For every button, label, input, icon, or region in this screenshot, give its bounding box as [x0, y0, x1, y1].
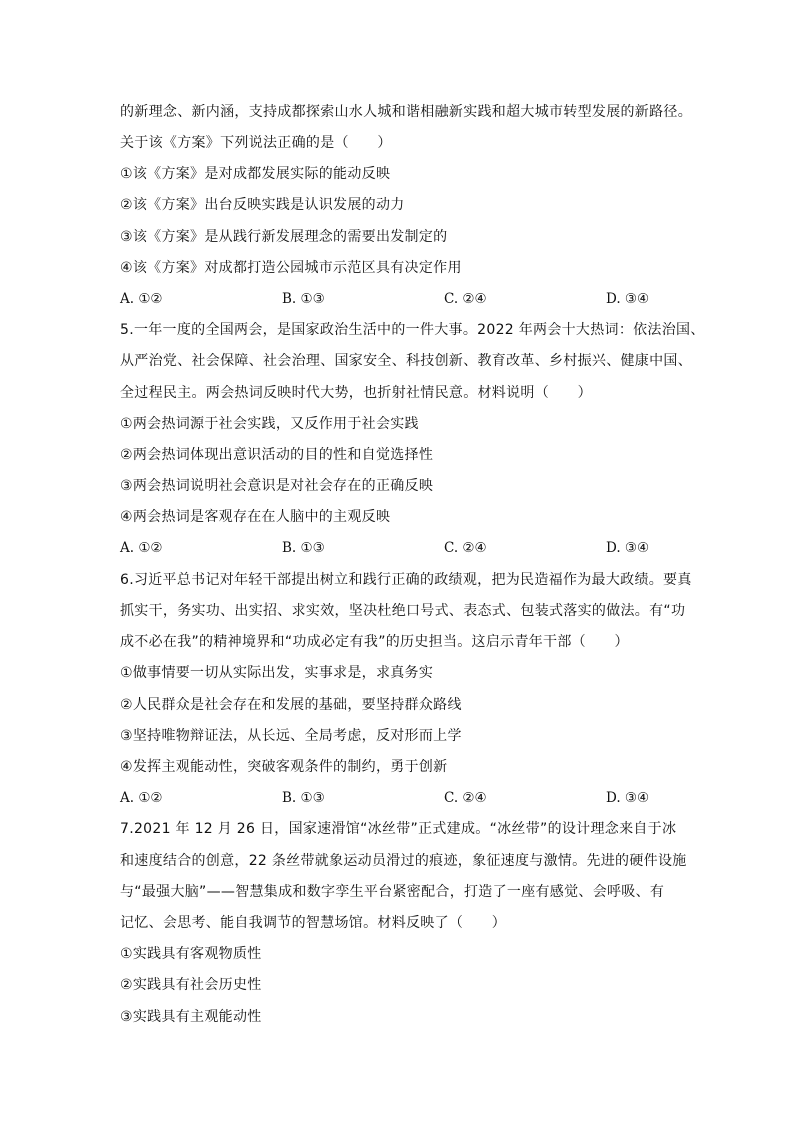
q4-option-b: B. ①③	[282, 291, 325, 307]
q5-option-a: A. ①②	[120, 540, 163, 556]
q4-statement-2: ②该《方案》出台反映实践是认识发展的动力	[120, 197, 405, 213]
q6-stem-line-2: 抓实干，务实功、出实招、求实效，坚决杜绝口号式、表态式、包装式落实的做法。有“功	[120, 603, 686, 619]
q7-statement-1: ①实践具有客观物质性	[120, 946, 262, 962]
q6-statement-3: ③坚持唯物辩证法，从长远、全局考虑，反对形而上学	[120, 728, 462, 744]
q6-stem-line-3: 成不必在我”的精神境界和“功成必定有我”的历史担当。这启示青年干部（ ）	[120, 634, 629, 650]
q6-statement-1: ①做事情要一切从实际出发，实事求是，求真务实	[120, 665, 434, 681]
q6-statement-4: ④发挥主观能动性，突破客观条件的制约，勇于创新	[120, 759, 448, 775]
q5-option-c: C. ②④	[444, 540, 487, 556]
q6-statement-2: ②人民群众是社会存在和发展的基础，要坚持群众路线	[120, 697, 462, 713]
q4-statement-4: ④该《方案》对成都打造公园城市示范区具有决定作用	[120, 260, 462, 276]
q7-stem-line-4: 记忆、会思考、能自我调节的智慧场馆。材料反映了（ ）	[120, 915, 507, 931]
q5-option-d: D. ③④	[606, 540, 650, 556]
q6-stem-line-1: 6.习近平总书记对年轻干部提出树立和践行正确的政绩观，把为民造福作为最大政绩。要真	[120, 572, 692, 588]
q5-statement-2: ②两会热词体现出意识活动的目的性和自觉选择性	[120, 447, 434, 463]
q4-option-c: C. ②④	[444, 291, 487, 307]
q5-option-b: B. ①③	[282, 540, 325, 556]
q7-statement-2: ②实践具有社会历史性	[120, 977, 262, 993]
q7-stem-line-1: 7.2021 年 12 月 26 日，国家速滑馆“冰丝带”正式建成。“冰丝带”的设计理念来自于冰	[120, 821, 677, 837]
q5-stem-line-1: 5.一年一度的全国两会，是国家政治生活中的一件大事。2022 年两会十大热词：依法治国、	[120, 322, 705, 338]
q4-line-1: 的新理念、新内涵，支持成都探索山水人城和谐相融新实践和超大城市转型发展的新路径。	[120, 104, 692, 120]
q5-statement-1: ①两会热词源于社会实践，又反作用于社会实践	[120, 416, 419, 432]
q7-statement-3: ③实践具有主观能动性	[120, 1009, 262, 1025]
q4-statement-3: ③该《方案》是从践行新发展理念的需要出发制定的	[120, 229, 448, 245]
q5-stem-line-2: 从严治党、社会保障、社会治理、国家安全、科技创新、教育改革、乡村振兴、健康中国、	[120, 353, 692, 369]
q7-stem-line-3: 与“最强大脑”——智慧集成和数字孪生平台紧密配合，打造了一座有感觉、会呼吸、有	[120, 884, 665, 900]
q6-option-b: B. ①③	[282, 790, 325, 806]
q7-stem-line-2: 和速度结合的创意，22 条丝带就象运动员滑过的痕迹，象征速度与激情。先进的硬件设施	[120, 853, 687, 869]
q6-option-d: D. ③④	[606, 790, 650, 806]
q4-option-d: D. ③④	[606, 291, 650, 307]
q5-stem-line-3: 全过程民主。两会热词反映时代大势，也折射社情民意。材料说明（ ）	[120, 385, 592, 401]
q5-statement-4: ④两会热词是客观存在在人脑中的主观反映	[120, 509, 391, 525]
q4-statement-1: ①该《方案》是对成都发展实际的能动反映	[120, 166, 391, 182]
q4-option-a: A. ①②	[120, 291, 163, 307]
q6-option-a: A. ①②	[120, 790, 163, 806]
q4-line-2: 关于该《方案》下列说法正确的是（ ）	[120, 135, 392, 151]
q5-statement-3: ③两会热词说明社会意识是对社会存在的正确反映	[120, 478, 434, 494]
q6-option-c: C. ②④	[444, 790, 487, 806]
